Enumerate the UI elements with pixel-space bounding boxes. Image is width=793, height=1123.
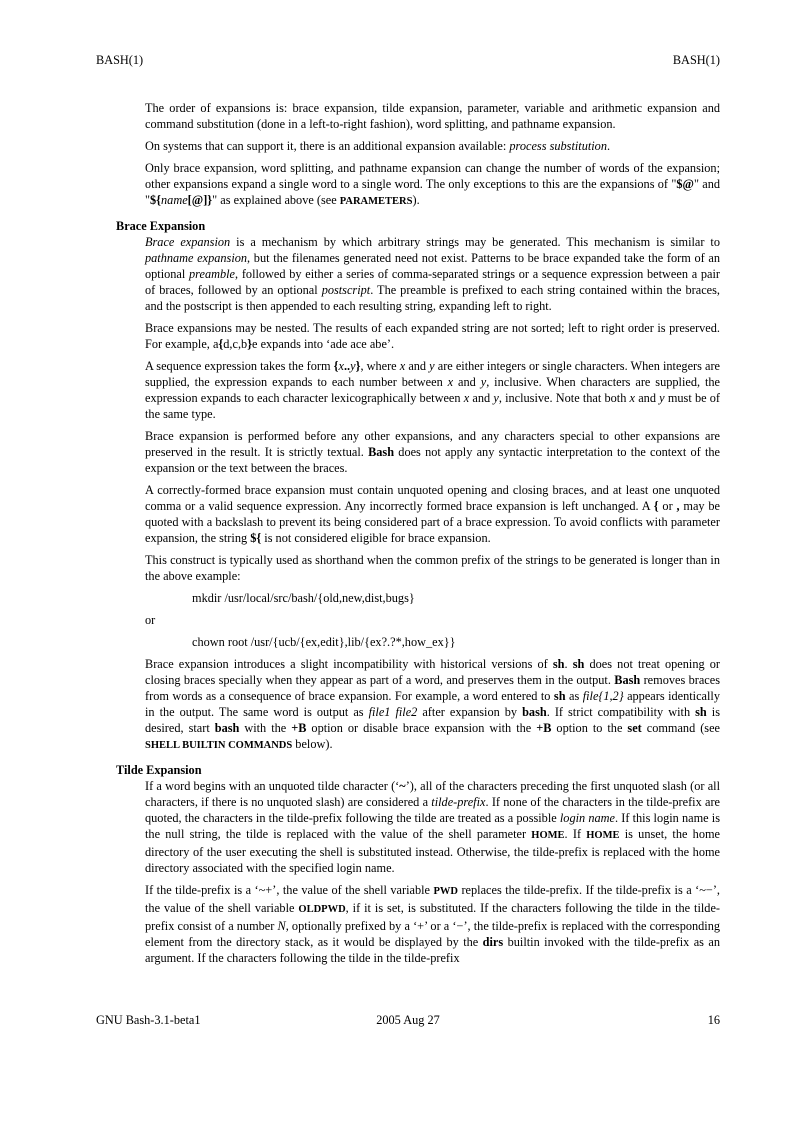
header-left: BASH(1) — [96, 53, 144, 67]
code-example-chown: chown root /usr/{ucb/{ex,edit},lib/{ex?.?*,how_ex}} — [192, 635, 456, 649]
paragraph-tilde-prefix: If the tilde-prefix is a ‘~+’, the value of the shell variable PWD replaces the tilde-prefix. If the tilde-prefix is a ‘~−’, the value of the shell variable OLDPWD, if it is set, is substituted. If the characters following the tilde in the tilde-prefix consist of a number N, optionally prefixed by a ‘+’ or a ‘−’, the tilde-prefix is replaced with the corresponding element from the directory stack, as it would be displayed by the dirs builtin invoked with the tilde-prefix as an argument. If the characters following the tilde in the tilde-prefix — [145, 883, 721, 965]
page-number: 16 — [707, 1013, 720, 1027]
header-right: BASH(1) — [672, 53, 720, 67]
paragraph-brace-nested: Brace expansions may be nested. The results of each expanded string are not sorted; left to right order is preserved. For example, a{d,c,b}e expands into ‘ade ace abe’. — [145, 321, 720, 351]
code-separator-or: or — [145, 613, 156, 627]
paragraph-tilde-intro: If a word begins with an unquoted tilde character (‘~’), all of the characters preceding the first unquoted slash (or all characters, if there is no unquoted slash) are considered a tilde-prefix. If none of the characters in the tilde-prefix are quoted, the characters in the tilde-prefix following the tilde are treated as a possible login name. If this login name is the null string, the tilde is replaced with the value of the shell parameter HOME. If HOME is unset, the home directory of the user executing the shell is substituted instead. Otherwise, the tilde-prefix is replaced with the home directory associated with the specified login name. — [145, 779, 721, 875]
paragraph-word-count: Only brace expansion, word splitting, and pathname expansion can change the number of words of the expansion; other expansions expand a single word to a single word. The only exceptions to this are the expansions of "$@" and "${name[@]}" as explained above (see PARAMETERS). — [145, 161, 720, 207]
footer-date: 2005 Aug 27 — [376, 1013, 440, 1027]
page-header — [96, 52, 720, 68]
footer-left: GNU Bash-3.1-beta1 — [96, 1013, 201, 1027]
paragraph-brace-correct-form: A correctly-formed brace expansion must contain unquoted opening and closing braces, and at least one unquoted comma or a valid sequence expression. Any incorrectly formed brace expansion is left unchanged. A { or , may be quoted with a backslash to prevent its being considered part of a brace expression. To avoid conflicts with parameter expansion, the string ${ is not considered eligible for brace expansion. — [145, 483, 720, 545]
paragraph-brace-intro: Brace expansion is a mechanism by which arbitrary strings may be generated. This mechanism is similar to pathname expansion, but the filenames generated need not exist. Patterns to be brace expanded take the form of an optional preamble, followed by either a series of comma-separated strings or a sequence expression between a pair of braces, followed by an optional postscript. The preamble is prefixed to each string contained within the braces, and the postscript is then appended to each resulting string, expanding left to right. — [145, 235, 720, 313]
paragraph-brace-compatibility: Brace expansion introduces a slight incompatibility with historical versions of sh. sh does not treat opening or closing braces specially when they appear as part of a word, and preserves them in the output. Bash removes braces from words as a consequence of brace expansion. For example, a word entered to sh as file{1,2} appears identically in the output. The same word is output as file1 file2 after expansion by bash. If strict compatibility with sh is desired, start bash with the +B option or disable brace expansion with the +B option to the set command (see SHELL BUILTIN COMMANDS below). — [145, 657, 721, 751]
section-heading-brace-expansion: Brace Expansion — [116, 219, 206, 233]
section-heading-tilde-expansion: Tilde Expansion — [116, 763, 202, 777]
paragraph-brace-order: Brace expansion is performed before any other expansions, and any characters special to other expansions are preserved in the result. It is strictly textual. Bash does not apply any syntactic interpretation to the context of the expansion or the text between the braces. — [145, 429, 720, 475]
code-example-mkdir: mkdir /usr/local/src/bash/{old,new,dist,bugs} — [192, 591, 415, 605]
paragraph-brace-shorthand: This construct is typically used as shorthand when the common prefix of the strings to be generated is longer than in the above example: — [145, 553, 720, 583]
page-footer — [96, 1012, 720, 1028]
paragraph-expansion-order: The order of expansions is: brace expansion, tilde expansion, parameter, variable and arithmetic expansion and command substitution (done in a left-to-right fashion), word splitting, and pathname expansion. — [145, 101, 720, 131]
paragraph-sequence-expression: A sequence expression takes the form {x..y}, where x and y are either integers or single characters. When integers are supplied, the expression expands to each number between x and y, inclusive. When characters are supplied, the expression expands to each character lexicographically between x and y, inclusive. Note that both x and y must be of the same type. — [145, 359, 721, 421]
page-body — [116, 100, 721, 972]
paragraph-process-substitution: On systems that can support it, there is an additional expansion available: process substitution. — [145, 139, 611, 153]
